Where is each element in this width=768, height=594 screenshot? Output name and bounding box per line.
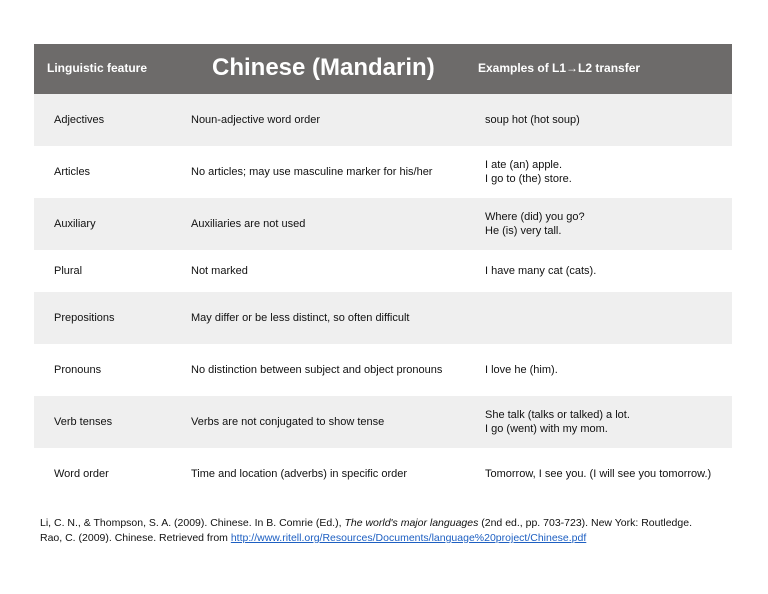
feature-cell: Verb tenses: [54, 416, 113, 428]
table-row: [34, 94, 732, 146]
examples-cell: [485, 467, 711, 481]
reference-2-prefix: Rao, C. (2009). Chinese. Retrieved from: [40, 532, 231, 544]
feature-cell: Prepositions: [54, 312, 115, 324]
header-examples: Examples of L1→L2 transfer: [478, 61, 641, 75]
reference-1-suffix: (2nd ed., pp. 703-723). New York: Routledge.: [478, 517, 692, 529]
description-cell: Verbs are not conjugated to show tense: [191, 416, 385, 428]
table-header: [34, 44, 732, 94]
header-linguistic-feature: Linguistic feature: [47, 61, 148, 75]
table-row: [34, 250, 732, 292]
description-cell: May differ or be less distinct, so often difficult: [191, 312, 410, 324]
example-line: I have many cat (cats).: [485, 265, 597, 277]
table-row: [34, 146, 732, 198]
reference-2: [40, 531, 692, 546]
description-cell: Noun-adjective word order: [191, 114, 321, 126]
example-line: I love he (him).: [485, 364, 558, 376]
feature-cell: Pronouns: [54, 364, 102, 376]
table-title: Chinese (Mandarin): [212, 54, 435, 81]
table-row: [34, 292, 732, 344]
table-row: [34, 344, 732, 396]
example-line: Tomorrow, I see you. (I will see you tomorrow.): [485, 468, 712, 480]
feature-cell: Word order: [54, 468, 109, 480]
example-line: She talk (talks or talked) a lot.: [485, 409, 630, 421]
feature-cell: Plural: [54, 265, 83, 277]
examples-cell: [485, 113, 580, 127]
example-line: I ate (an) apple.: [485, 159, 563, 171]
reference-2-link[interactable]: http://www.ritell.org/Resources/Documents/language%20project/Chinese.pdf: [230, 532, 587, 544]
feature-cell: Adjectives: [54, 114, 105, 126]
description-cell: No distinction between subject and object pronouns: [191, 364, 443, 376]
example-line: I go to (the) store.: [485, 173, 572, 185]
description-cell: Auxiliaries are not used: [191, 218, 306, 230]
example-line: Where (did) you go?: [485, 211, 585, 223]
reference-1: [40, 516, 692, 531]
examples-cell: [485, 363, 558, 377]
example-line: He (is) very tall.: [485, 225, 562, 237]
description-cell: Not marked: [191, 265, 248, 277]
description-cell: No articles; may use masculine marker for his/her: [191, 166, 433, 178]
feature-cell: Articles: [54, 166, 91, 178]
examples-cell: [485, 264, 596, 278]
examples-cell: [485, 158, 572, 186]
feature-cell: Auxiliary: [54, 218, 96, 230]
table-row: [34, 198, 732, 250]
table-row: [34, 396, 732, 448]
description-cell: Time and location (adverbs) in specific order: [191, 468, 408, 480]
examples-cell: [485, 408, 630, 436]
example-line: I go (went) with my mom.: [485, 423, 608, 435]
language-feature-table: [34, 44, 732, 500]
example-line: soup hot (hot soup): [485, 114, 580, 126]
examples-cell: [485, 210, 585, 238]
reference-1-prefix: Li, C. N., & Thompson, S. A. (2009). Chinese. In B. Comrie (Ed.),: [40, 517, 345, 529]
table-row: [34, 448, 732, 500]
references: [40, 516, 692, 546]
reference-1-title: The world's major languages: [344, 517, 479, 529]
